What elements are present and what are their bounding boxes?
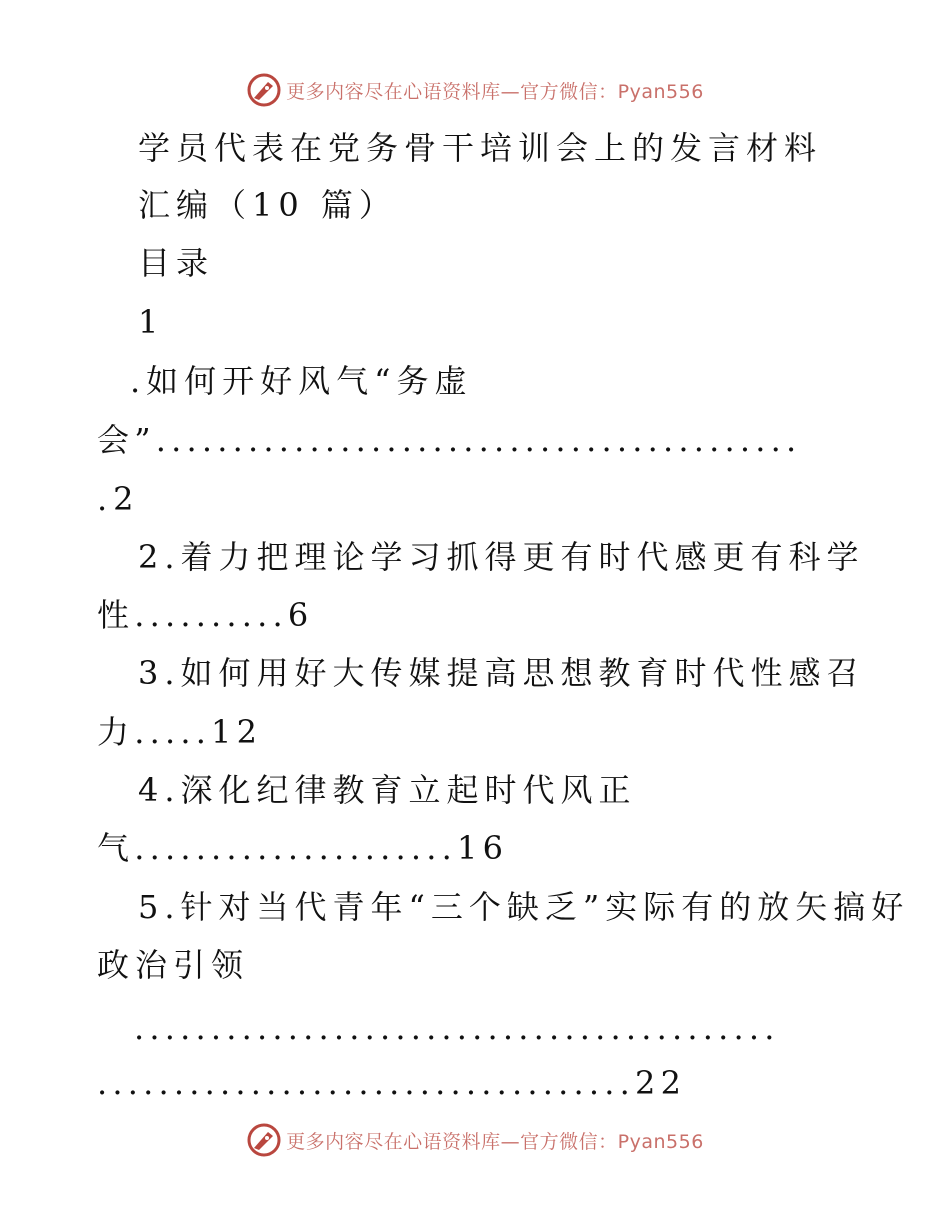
toc-entry-4-title[interactable]: 4.深化纪律教育立起时代风正 — [138, 771, 637, 809]
watermark-top — [0, 70, 950, 110]
watermark-text: 更多内容尽在心语资料库—官方微信：Pyan556 — [286, 80, 704, 103]
toc-entry-5-leader-1[interactable]: .......................................... — [134, 1009, 780, 1047]
doc-title-line-1: 学员代表在党务骨干培训会上的发言材料 — [138, 129, 823, 167]
toc-entry-5-leader-2[interactable]: ...................................22 — [97, 1064, 687, 1102]
toc-entry-2-leader[interactable]: 性..........6 — [97, 596, 314, 634]
toc-entry-3-leader[interactable]: 力.....12 — [97, 713, 263, 751]
doc-title-line-2: 汇编（10 篇） — [138, 186, 397, 224]
toc-entry-1-number[interactable]: 1 — [138, 303, 165, 341]
watermark-text: 更多内容尽在心语资料库—官方微信：Pyan556 — [286, 1130, 704, 1153]
toc-entry-1-title[interactable]: .如何开好风气“务虚 — [130, 362, 473, 400]
toc-entry-4-leader[interactable]: 气.....................16 — [97, 829, 509, 867]
toc-entry-2-title[interactable]: 2.着力把理论学习抓得更有时代感更有科学 — [138, 538, 865, 576]
toc-entry-5-title[interactable]: 5.针对当代青年“三个缺乏”实际有的放矢搞好 — [138, 888, 910, 926]
pen-nib-logo-icon — [246, 1122, 282, 1158]
toc-entry-1-leader[interactable]: 会”.......................................... — [97, 421, 802, 459]
pen-nib-logo-icon — [246, 72, 282, 108]
watermark-bottom — [0, 1120, 950, 1160]
toc-entry-3-title[interactable]: 3.如何用好大传媒提高思想教育时代性感召 — [138, 654, 865, 692]
toc-heading: 目录 — [138, 244, 215, 282]
toc-entry-5-title-cont[interactable]: 政治引领 — [97, 946, 250, 984]
toc-entry-1-page[interactable]: .2 — [97, 480, 140, 518]
